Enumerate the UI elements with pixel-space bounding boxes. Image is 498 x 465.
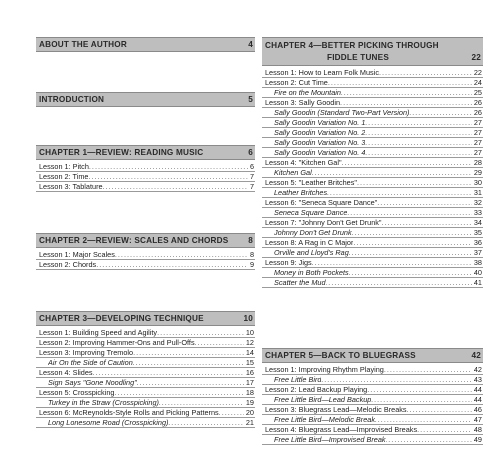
toc-section-introduction — [36, 92, 255, 107]
entry-title: Free Little Bird—Melodic Break — [274, 415, 375, 424]
section-entries — [36, 250, 255, 270]
section-header[interactable] — [36, 145, 255, 160]
entry-title: Air On the Side of Caution — [48, 358, 133, 367]
toc-entry[interactable] — [262, 248, 483, 258]
entry-page: 7 — [249, 172, 254, 181]
entry-page: 41 — [473, 278, 482, 287]
entry-page: 30 — [473, 178, 482, 187]
entry-title: Kitchen Gal — [274, 168, 312, 177]
entry-page: 40 — [473, 268, 482, 277]
entry-page: 18 — [245, 388, 254, 397]
section-header[interactable] — [262, 37, 483, 66]
entry-title: Leather Britches — [274, 188, 328, 197]
section-title-line-2: FIDDLE TUNES — [327, 53, 389, 62]
entry-page: 17 — [245, 378, 254, 387]
entry-page: 28 — [473, 158, 482, 167]
entry-page: 25 — [473, 88, 482, 97]
toc-entry[interactable] — [262, 128, 483, 138]
entry-page: 31 — [473, 188, 482, 197]
entry-page: 10 — [245, 328, 254, 337]
toc-entry[interactable] — [36, 368, 255, 378]
entry-page: 16 — [245, 368, 254, 377]
entry-page: 37 — [473, 248, 482, 257]
entry-page: 27 — [473, 148, 482, 157]
toc-entry[interactable] — [36, 408, 255, 418]
section-page: 8 — [248, 236, 253, 245]
section-title: INTRODUCTION — [39, 95, 105, 104]
entry-page: 48 — [473, 425, 482, 434]
entry-title: Lesson 6: "Seneca Square Dance" — [265, 198, 378, 207]
entry-title: Lesson 1: Building Speed and Agility — [39, 328, 158, 337]
entry-title: Free Little Bird—Lead Backup — [274, 395, 372, 404]
section-header[interactable] — [36, 233, 255, 248]
entry-title: Lesson 4: Slides — [39, 368, 93, 377]
entry-page: 47 — [473, 415, 482, 424]
section-entries — [36, 328, 255, 428]
toc-entry[interactable] — [262, 168, 483, 178]
section-title-line-1: CHAPTER 4—BETTER PICKING THROUGH — [265, 41, 439, 50]
toc-section-about-author — [36, 37, 255, 52]
entry-title: Lesson 3: Improving Tremolo — [39, 348, 134, 357]
entry-page: 49 — [473, 435, 482, 444]
entry-title: Sign Says "Gone Noodling" — [48, 378, 137, 387]
section-header[interactable] — [36, 311, 255, 326]
toc-entry[interactable] — [262, 208, 483, 218]
toc-entry[interactable] — [262, 278, 483, 288]
toc-entry[interactable] — [262, 405, 483, 415]
section-entries — [36, 162, 255, 192]
entry-title: Scatter the Mud — [274, 278, 326, 287]
toc-entry[interactable] — [262, 425, 483, 435]
section-title: CHAPTER 5—BACK TO BLUEGRASS — [265, 351, 416, 360]
toc-entry[interactable] — [36, 378, 255, 388]
section-page: 22 — [471, 53, 481, 62]
entry-title: Long Lonesome Road (Crosspicking) — [48, 418, 169, 427]
toc-entry[interactable] — [36, 328, 255, 338]
entry-page: 44 — [473, 385, 482, 394]
toc-entry[interactable] — [36, 338, 255, 348]
entry-title: Free Little Bird — [274, 375, 322, 384]
toc-entry[interactable] — [262, 108, 483, 118]
toc-entry[interactable] — [262, 415, 483, 425]
toc-entry[interactable] — [36, 418, 255, 428]
section-title: ABOUT THE AUTHOR — [39, 40, 127, 49]
entry-page: 27 — [473, 128, 482, 137]
section-title: CHAPTER 2—REVIEW: SCALES AND CHORDS — [39, 236, 229, 245]
entry-title: Sally Goodin Variation No. 1 — [274, 118, 366, 127]
entry-page: 34 — [473, 218, 482, 227]
entry-title: Lesson 2: Time — [39, 172, 89, 181]
toc-entry[interactable] — [262, 258, 483, 268]
entry-title: Free Little Bird—Improvised Break — [274, 435, 386, 444]
entry-title: Johnny Don't Get Drunk — [274, 228, 352, 237]
toc-entry[interactable] — [262, 68, 483, 78]
entry-page: 33 — [473, 208, 482, 217]
entry-page: 8 — [249, 250, 254, 259]
entry-page: 19 — [245, 398, 254, 407]
section-page: 42 — [471, 351, 481, 360]
entry-page: 38 — [473, 258, 482, 267]
section-page: 10 — [243, 314, 253, 323]
entry-title: Turkey in the Straw (Crosspicking) — [48, 398, 159, 407]
entry-page: 27 — [473, 118, 482, 127]
section-entries — [262, 68, 483, 288]
entry-page: 26 — [473, 108, 482, 117]
entry-page: 9 — [249, 260, 254, 269]
toc-section-chapter-1 — [36, 145, 255, 192]
toc-entry[interactable] — [262, 78, 483, 88]
entry-title: Fire on the Mountain — [274, 88, 341, 97]
entry-page: 36 — [473, 238, 482, 247]
entry-title: Lesson 1: Improving Rhythm Playing — [265, 365, 384, 374]
entry-title: Lesson 1: Major Scales — [39, 250, 115, 259]
entry-title: Lesson 3: Bluegrass Lead—Melodic Breaks — [265, 405, 407, 414]
entry-title: Lesson 2: Chords — [39, 260, 97, 269]
entry-title: Sally Goodin (Standard Two-Part Version) — [274, 108, 410, 117]
entry-page: 7 — [249, 182, 254, 191]
toc-section-chapter-2 — [36, 233, 255, 270]
section-title: CHAPTER 3—DEVELOPING TECHNIQUE — [39, 314, 204, 323]
toc-entry[interactable] — [262, 158, 483, 168]
toc-entry[interactable] — [262, 98, 483, 108]
toc-entry[interactable] — [262, 148, 483, 158]
entry-page: 24 — [473, 78, 482, 87]
entry-title: Lesson 5: Crosspicking — [39, 388, 115, 397]
section-entries — [262, 365, 483, 445]
section-page: 5 — [248, 95, 253, 104]
entry-title: Lesson 2: Cut Time — [265, 78, 328, 87]
entry-title: Sally Goodin Variation No. 4 — [274, 148, 366, 157]
toc-entry[interactable] — [262, 435, 483, 445]
toc-entry[interactable] — [36, 348, 255, 358]
toc-entry[interactable] — [36, 398, 255, 408]
entry-title: Lesson 3: Tablature — [39, 182, 103, 191]
toc-entry[interactable] — [262, 188, 483, 198]
toc-entry[interactable] — [262, 88, 483, 98]
toc-entry[interactable] — [262, 138, 483, 148]
toc-entry[interactable] — [262, 178, 483, 188]
toc-entry[interactable] — [36, 162, 255, 172]
toc-entry[interactable] — [36, 358, 255, 368]
entry-page: 15 — [245, 358, 254, 367]
entry-title: Lesson 1: How to Learn Folk Music — [265, 68, 379, 77]
entry-title: Lesson 9: Jigs — [265, 258, 312, 267]
entry-title: Lesson 4: "Kitchen Gal" — [265, 158, 342, 167]
toc-entry[interactable] — [262, 395, 483, 405]
entry-page: 20 — [245, 408, 254, 417]
entry-title: Lesson 6: McReynolds-Style Rolls and Picking Patterns — [39, 408, 219, 417]
toc-entry[interactable] — [262, 198, 483, 208]
entry-title: Lesson 3: Sally Goodin — [265, 98, 341, 107]
entry-title: Lesson 4: Bluegrass Lead—Improvised Breaks — [265, 425, 418, 434]
toc-entry[interactable] — [262, 375, 483, 385]
section-page: 6 — [248, 148, 253, 157]
toc-entry[interactable] — [36, 260, 255, 270]
toc-section-chapter-4 — [262, 37, 483, 288]
toc-entry[interactable] — [262, 365, 483, 375]
entry-page: 43 — [473, 375, 482, 384]
entry-page: 12 — [245, 338, 254, 347]
entry-page: 44 — [473, 395, 482, 404]
entry-title: Lesson 5: "Leather Britches" — [265, 178, 357, 187]
entry-title: Seneca Square Dance — [274, 208, 348, 217]
toc-section-chapter-5 — [262, 348, 483, 445]
section-page: 4 — [248, 40, 253, 49]
toc-entry[interactable] — [262, 218, 483, 228]
entry-title: Lesson 8: A Rag in C Major — [265, 238, 354, 247]
toc-entry[interactable] — [262, 118, 483, 128]
entry-page: 32 — [473, 198, 482, 207]
entry-title: Money in Both Pockets — [274, 268, 349, 277]
entry-page: 27 — [473, 138, 482, 147]
entry-title: Lesson 2: Lead Backup Playing — [265, 385, 368, 394]
entry-page: 21 — [245, 418, 254, 427]
entry-page: 22 — [473, 68, 482, 77]
entry-page: 35 — [473, 228, 482, 237]
entry-page: 42 — [473, 365, 482, 374]
entry-page: 14 — [245, 348, 254, 357]
toc-entry[interactable] — [36, 172, 255, 182]
toc-entry[interactable] — [36, 250, 255, 260]
entry-page: 6 — [249, 162, 254, 171]
entry-title: Orville and Lloyd's Rag — [274, 248, 349, 257]
toc-entry[interactable] — [36, 388, 255, 398]
entry-page: 29 — [473, 168, 482, 177]
entry-title: Lesson 7: "Johnny Don't Get Drunk" — [265, 218, 382, 227]
section-header[interactable] — [262, 348, 483, 363]
toc-entry[interactable] — [262, 385, 483, 395]
entry-page: 26 — [473, 98, 482, 107]
section-header[interactable] — [36, 37, 255, 52]
toc-entry[interactable] — [262, 228, 483, 238]
toc-section-chapter-3 — [36, 311, 255, 428]
entry-title: Sally Goodin Variation No. 2 — [274, 128, 366, 137]
toc-entry[interactable] — [262, 238, 483, 248]
toc-entry[interactable] — [262, 268, 483, 278]
section-header[interactable] — [36, 92, 255, 107]
section-title: CHAPTER 1—REVIEW: READING MUSIC — [39, 148, 204, 157]
entry-page: 46 — [473, 405, 482, 414]
entry-title: Sally Goodin Variation No. 3 — [274, 138, 366, 147]
entry-title: Lesson 2: Improving Hammer-Ons and Pull-Offs — [39, 338, 195, 347]
toc-entry[interactable] — [36, 182, 255, 192]
entry-title: Lesson 1: Pitch — [39, 162, 89, 171]
